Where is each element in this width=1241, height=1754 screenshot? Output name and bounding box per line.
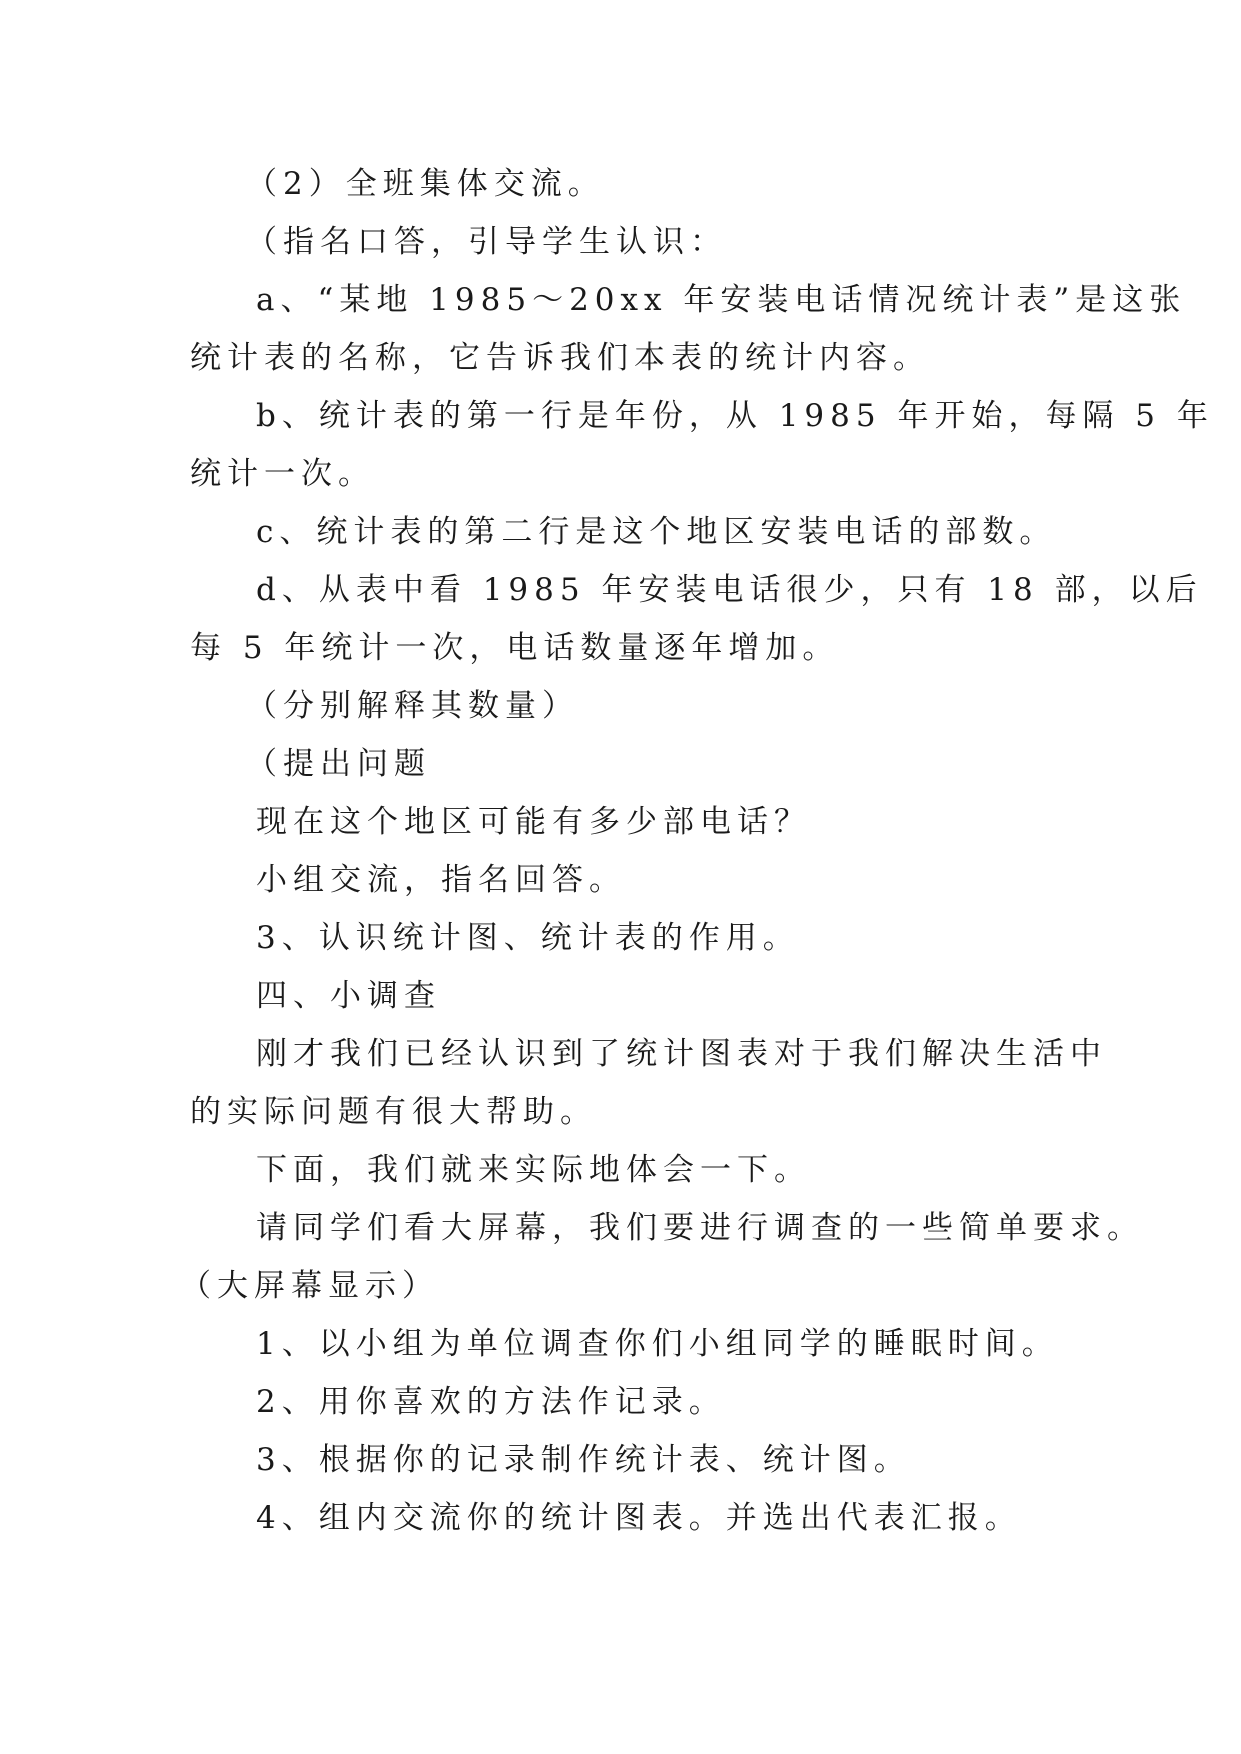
paragraph-line: 统计一次。 xyxy=(190,456,375,492)
paragraph-line: 每 5 年统计一次，电话数量逐年增加。 xyxy=(190,630,840,666)
paragraph-line: b、统计表的第一行是年份，从 1985 年开始，每隔 5 年 xyxy=(256,398,1214,434)
paragraph-line: 小组交流，指名回答。 xyxy=(256,862,626,898)
paragraph-line: c、统计表的第二行是这个地区安装电话的部数。 xyxy=(256,514,1057,550)
list-item: 4、组内交流你的统计图表。并选出代表汇报。 xyxy=(256,1500,1022,1536)
paragraph-line: 3、认识统计图、统计表的作用。 xyxy=(256,920,800,956)
body-text xyxy=(180,155,1214,1547)
section-heading: 四、小调查 xyxy=(256,978,441,1014)
paragraph-line: d、从表中看 1985 年安装电话很少，只有 18 部，以后 xyxy=(256,572,1203,608)
paragraph-line: 统计表的名称，它告诉我们本表的统计内容。 xyxy=(190,340,930,376)
paragraph-line: 的实际问题有很大帮助。 xyxy=(190,1094,597,1130)
paragraph-line: 现在这个地区可能有多少部电话？ xyxy=(256,804,811,840)
paragraph-line: （2）全班集体交流。 xyxy=(246,166,605,202)
paragraph-line: （大屏幕显示） xyxy=(180,1268,439,1304)
list-item: 2、用你喜欢的方法作记录。 xyxy=(256,1384,726,1420)
paragraph-line: （指名口答，引导学生认识： xyxy=(246,224,727,260)
paragraph-line: （提出问题 xyxy=(246,746,431,782)
paragraph-line: 下面，我们就来实际地体会一下。 xyxy=(256,1152,811,1188)
list-item: 1、以小组为单位调查你们小组同学的睡眠时间。 xyxy=(256,1326,1059,1362)
list-item: 3、根据你的记录制作统计表、统计图。 xyxy=(256,1442,911,1478)
paragraph-line: 刚才我们已经认识到了统计图表对于我们解决生活中 xyxy=(256,1036,1107,1072)
paragraph-line: （分别解释其数量） xyxy=(246,688,579,724)
paragraph-line: 请同学们看大屏幕，我们要进行调查的一些简单要求。 xyxy=(256,1210,1144,1246)
paragraph-line: a、“某地 1985～20xx 年安装电话情况统计表”是这张 xyxy=(256,282,1187,318)
